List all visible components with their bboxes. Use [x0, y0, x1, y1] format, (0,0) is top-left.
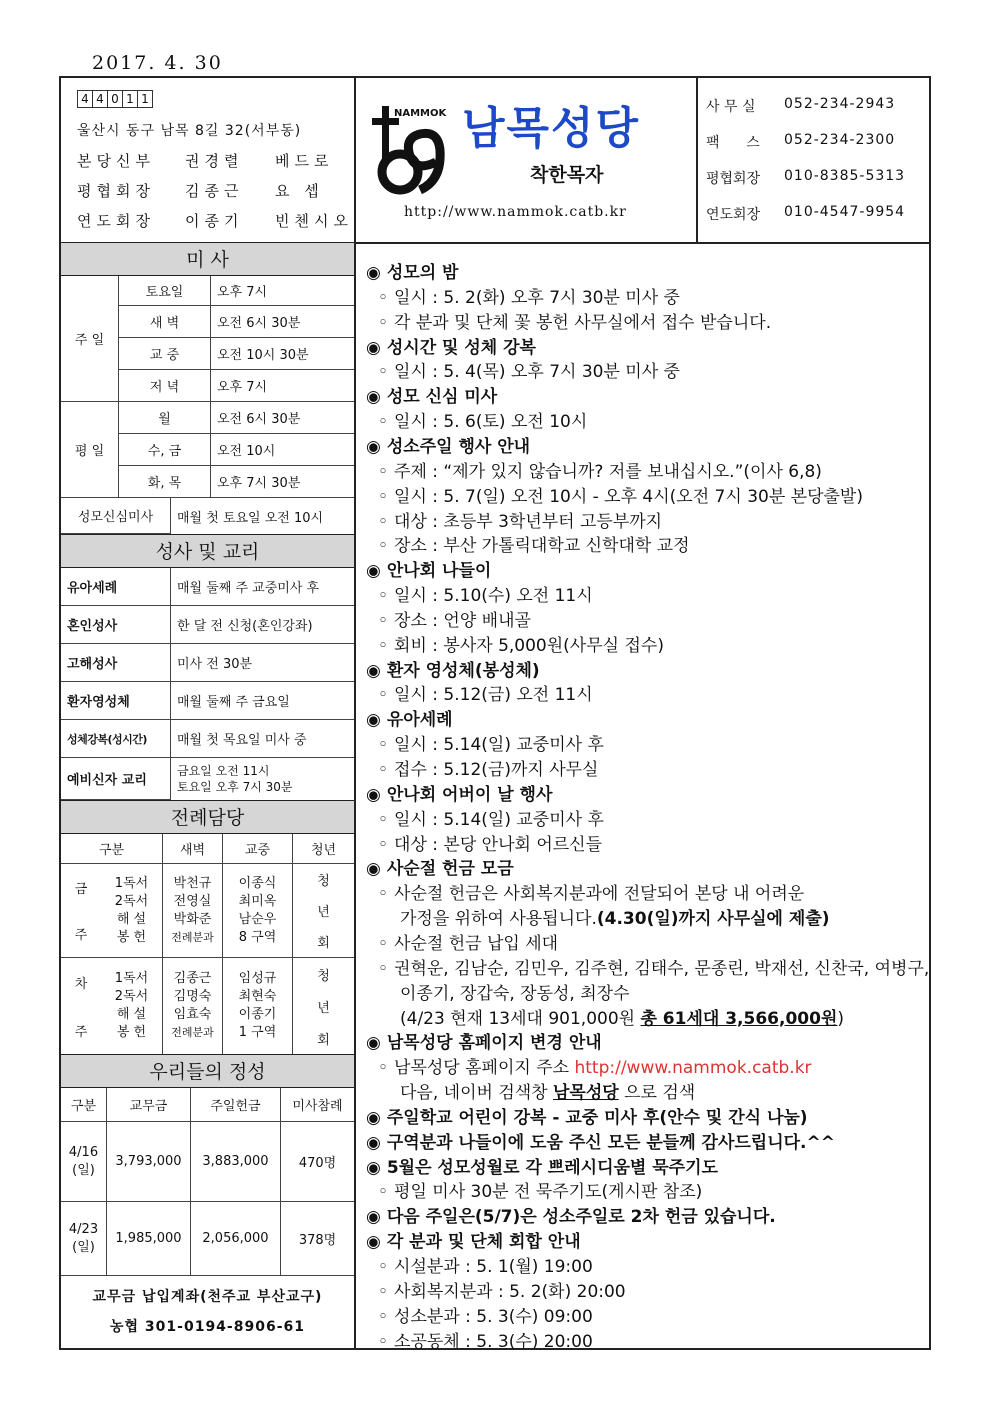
liturgy-main — [223, 958, 293, 1054]
item-bullet-icon: ◦ — [378, 760, 389, 780]
offerings-date-weekday: (일) — [72, 1162, 95, 1178]
sacrament-label: 유아세례 — [61, 568, 171, 606]
item-bullet-icon: ◦ — [378, 1058, 389, 1079]
announcement-heading — [366, 1128, 835, 1153]
announcement-text: 일시 : 5.12(금) 오전 11시 — [394, 685, 593, 706]
announcement-text: 일시 : 5.10(수) 오전 11시 — [394, 586, 593, 607]
lent-total-close: ) — [837, 1008, 845, 1029]
catechumen-time: 금요일 오전 11시 — [177, 764, 270, 778]
announcement-text: 성소주일 행사 안내 — [386, 436, 531, 457]
announcement-text: 일시 : 5. 2(화) 오후 7시 30분 미사 중 — [394, 287, 680, 308]
phone-row — [706, 132, 895, 152]
announcement-text: 장소 : 언양 배내골 — [394, 610, 531, 631]
mass-day: 저 녁 — [119, 370, 211, 402]
announcement-text: 권혁운, 김남순, 김민우, 김주현, 김태수, 문종린, 박재선, 신찬국, 여병구, — [394, 958, 930, 979]
parish-title: 남목성당 — [462, 103, 641, 154]
offerings-date-day: 4/23 — [68, 1221, 99, 1237]
phone-label: 평협회장 — [706, 171, 761, 187]
announcement-item — [378, 680, 593, 705]
sacraments-section-title: 성사 및 교리 — [61, 534, 354, 568]
liturgy-person: 1 구역 — [238, 1025, 277, 1040]
week-label-char: 주 — [74, 1024, 88, 1040]
announcement-item — [378, 507, 662, 532]
announcement-text: 유아세례 — [386, 710, 453, 731]
announcement-item — [378, 1177, 702, 1202]
heading-bullet-icon: ◉ — [366, 710, 381, 731]
offerings-sunday: 3,883,000 — [191, 1122, 281, 1202]
liturgy-header: 교중 — [223, 834, 293, 864]
announcement-item — [378, 482, 863, 507]
item-bullet-icon: ◦ — [378, 536, 389, 557]
liturgy-person: 박천규 — [173, 875, 212, 891]
liturgy-role: 1독서 — [114, 971, 149, 986]
heading-bullet-icon: ◉ — [366, 1107, 381, 1128]
zip-digit: 4 — [92, 90, 108, 108]
mass-time: 오후 7시 30분 — [211, 466, 354, 498]
announcement-item — [378, 1053, 812, 1078]
announcement-item — [378, 457, 822, 482]
special-mass-label: 성모신심미사 — [61, 498, 171, 534]
announcement-text: 일시 : 5. 4(목) 오후 7시 30분 미사 중 — [394, 362, 680, 383]
sacrament-value: 매월 첫 목요일 미사 중 — [171, 720, 354, 758]
liturgy-youth — [293, 958, 354, 1054]
mass-day: 월 — [119, 402, 211, 434]
phone-value: 010-4547-9954 — [784, 204, 906, 220]
zip-digit: 0 — [107, 90, 123, 108]
announcement-item — [378, 606, 531, 631]
liturgy-role: 2독서 — [114, 989, 149, 1004]
zip-digit: 1 — [122, 90, 138, 108]
liturgy-header: 새벽 — [163, 834, 223, 864]
liturgy-person: 임효숙 — [173, 1007, 212, 1022]
search-suffix: 으로 검색 — [618, 1083, 696, 1104]
catechumen-times — [171, 758, 354, 800]
address: 울산시 동구 남목 8길 32(서부동) — [77, 123, 302, 139]
mass-day: 교 중 — [119, 338, 211, 370]
announcement-item — [378, 308, 771, 333]
item-bullet-icon: ◦ — [378, 511, 389, 532]
logo-text: NAMMOK — [394, 108, 447, 119]
sacrament-value: 한 달 전 신청(혼인강좌) — [171, 606, 354, 644]
item-bullet-icon: ◦ — [378, 486, 389, 507]
sacrament-value: 매월 둘째 주 금요일 — [171, 682, 354, 720]
announcement-item — [378, 755, 598, 780]
announcement-text: 회비 : 봉사자 5,000원(사무실 접수) — [394, 635, 664, 656]
item-bullet-icon: ◦ — [378, 287, 389, 308]
liturgy-person: 전영실 — [173, 893, 212, 909]
heading-bullet-icon: ◉ — [366, 1033, 381, 1054]
offerings-date-weekday: (일) — [72, 1239, 95, 1255]
announcement-text: 성소분과 : 5. 3(수) 09:00 — [394, 1306, 593, 1327]
role-name: 이종기 — [185, 212, 244, 230]
announcement-item — [400, 1078, 695, 1103]
mass-time: 오후 7시 — [211, 276, 354, 306]
phone-row — [706, 96, 895, 116]
liturgy-role: 해 설 — [116, 911, 147, 927]
role-row — [77, 150, 333, 171]
liturgy-role: 봉 헌 — [116, 929, 147, 945]
item-bullet-icon: ◦ — [378, 635, 389, 656]
announcement-heading — [366, 333, 536, 358]
announcement-text: 사순절 헌금 납입 세대 — [394, 933, 559, 954]
liturgy-person: 이종식 — [238, 875, 277, 891]
sacrament-label: 성체강복(성시간) — [61, 720, 171, 758]
bulletin-date: 2017. 4. 30 — [92, 52, 223, 74]
announcement-item — [400, 1004, 844, 1029]
heading-bullet-icon: ◉ — [366, 1132, 381, 1153]
heading-bullet-icon: ◉ — [366, 387, 381, 408]
announcement-text: 안나회 어버이 날 행사 — [386, 784, 553, 805]
announcement-text: 이종기, 장갑숙, 장동성, 최장수 — [400, 983, 630, 1004]
announcement-text: 일시 : 5.14(일) 교중미사 후 — [394, 735, 604, 756]
announcement-item — [378, 929, 558, 954]
liturgy-person: 남순우 — [238, 911, 277, 927]
announcement-heading — [366, 382, 497, 407]
announcement-text: 주일학교 어린이 강복 - 교중 미사 후(안수 및 간식 나눔) — [386, 1107, 808, 1128]
liturgy-person: 박화준 — [173, 911, 212, 927]
announcement-heading — [366, 556, 491, 581]
announcement-text: 성모 신심 미사 — [386, 387, 498, 408]
liturgy-roles — [101, 958, 163, 1054]
next-week-label — [61, 958, 101, 1054]
announcement-text: 구역분과 나들이에 도움 주신 모든 분들께 감사드립니다.^^ — [386, 1132, 836, 1153]
item-bullet-icon: ◦ — [378, 933, 389, 954]
announcement-item — [378, 1252, 593, 1277]
parish-subtitle: 착한목자 — [530, 164, 604, 186]
liturgy-role: 2독서 — [114, 893, 149, 909]
left-column — [61, 242, 356, 1350]
announcement-item — [378, 805, 604, 830]
announcement-item — [378, 357, 680, 382]
announcement-text: 일시 : 5.14(일) 교중미사 후 — [394, 809, 604, 830]
week-label-char: 금 — [74, 881, 88, 897]
announcement-text: 사회복지분과 : 5. 2(화) 20:00 — [394, 1281, 626, 1302]
item-bullet-icon: ◦ — [378, 1306, 389, 1327]
liturgy-person: 전례분과 — [171, 930, 214, 944]
mass-day: 화, 목 — [119, 466, 211, 498]
announcement-text: 다음 주일은(5/7)은 성소주일로 2차 헌금 있습니다. — [386, 1207, 776, 1228]
liturgy-dawn — [163, 864, 223, 958]
announcement-text: 가정을 위하여 사용됩니다. — [400, 909, 597, 930]
role-baptismal: 요 셉 — [275, 182, 324, 200]
announcement-item — [378, 730, 604, 755]
announcement-text: 주제 : “제가 있지 않습니까? 저를 보내십시오.”(이사 6,8) — [394, 461, 822, 482]
week-label-char: 차 — [74, 976, 88, 992]
offerings-date — [61, 1122, 107, 1202]
item-bullet-icon: ◦ — [378, 362, 389, 383]
liturgy-person: 김종근 — [173, 971, 212, 986]
offerings-dues: 1,985,000 — [107, 1202, 191, 1276]
weekday-label: 평 일 — [61, 402, 119, 498]
parish-title-block — [354, 78, 698, 242]
mass-day: 토요일 — [119, 276, 211, 306]
announcement-text: 접수 : 5.12(금)까지 사무실 — [394, 760, 599, 780]
announcement-text: 5월은 성모성월로 각 쁘레시디움별 묵주기도 — [386, 1157, 718, 1178]
role-row — [77, 210, 353, 231]
liturgy-dawn — [163, 958, 223, 1054]
announcement-item — [400, 904, 830, 929]
announcement-item — [378, 1302, 593, 1327]
phone-label: 팩 스 — [706, 135, 760, 151]
role-title: 연도회장 — [77, 212, 155, 230]
youth-char: 회 — [317, 936, 330, 951]
item-bullet-icon: ◦ — [378, 1281, 389, 1302]
youth-char: 청 — [317, 874, 330, 889]
contact-block — [696, 78, 929, 242]
role-baptismal: 베드로 — [275, 152, 334, 170]
role-baptismal: 빈첸시오 — [275, 212, 353, 230]
lent-deadline: (4.30(일)까지 사무실에 제출) — [596, 909, 830, 930]
announcement-heading — [366, 705, 453, 730]
announcement-text: 사순절 헌금 모금 — [386, 859, 514, 880]
announcement-item — [378, 581, 593, 606]
announcement-text: 소공동체 : 5. 3(수) 20:00 — [394, 1331, 593, 1352]
phone-value: 052-234-2300 — [784, 132, 896, 148]
offerings-attendance: 378명 — [281, 1202, 354, 1276]
mass-time: 오전 6시 30분 — [211, 402, 354, 434]
role-name: 김종근 — [185, 182, 244, 200]
parish-logo-icon — [368, 102, 450, 202]
item-bullet-icon: ◦ — [378, 685, 389, 706]
announcement-text: 남목성당 홈페이지 주소 — [394, 1058, 575, 1079]
liturgy-roles — [101, 864, 163, 958]
announcement-heading — [366, 780, 552, 805]
zip-code — [77, 90, 152, 108]
announcement-item — [378, 631, 664, 656]
announcement-text: 대상 : 본당 안나회 어르신들 — [394, 834, 603, 855]
liturgy-person: 김명숙 — [173, 989, 212, 1004]
mass-day: 수, 금 — [119, 434, 211, 466]
liturgy-person: 최현숙 — [238, 989, 277, 1004]
liturgy-role: 봉 헌 — [116, 1025, 147, 1040]
item-bullet-icon: ◦ — [378, 884, 389, 905]
announcement-text: 일시 : 5. 7(일) 오전 10시 - 오후 4시(오전 7시 30분 본당출발) — [394, 486, 863, 507]
announcement-item — [378, 879, 804, 904]
announcement-text: (4/23 현재 13세대 901,000원 — [400, 1008, 641, 1029]
parish-url[interactable]: http://www.nammok.catb.kr — [404, 204, 627, 220]
item-bullet-icon: ◦ — [378, 1182, 389, 1203]
announcement-heading — [366, 1227, 581, 1252]
announcement-heading — [366, 432, 530, 457]
heading-bullet-icon: ◉ — [366, 436, 381, 457]
announcement-text: 환자 영성체(봉성체) — [386, 660, 540, 681]
heading-bullet-icon: ◉ — [366, 1207, 381, 1228]
heading-bullet-icon: ◉ — [366, 561, 381, 582]
youth-char: 회 — [317, 1032, 330, 1048]
mass-time: 오전 10시 30분 — [211, 338, 354, 370]
item-bullet-icon: ◦ — [378, 610, 389, 631]
offerings-date — [61, 1202, 107, 1276]
announcement-text: 다음, 네이버 검색창 — [400, 1083, 553, 1104]
announcement-item — [378, 531, 690, 556]
sacrament-label: 예비신자 교리 — [61, 758, 171, 800]
lent-total: 총 61세대 3,566,000원 — [640, 1008, 838, 1029]
role-row — [77, 180, 324, 201]
item-bullet-icon: ◦ — [378, 735, 389, 756]
announcements — [356, 242, 929, 1350]
sacrament-value: 매월 둘째 주 교중미사 후 — [171, 568, 354, 606]
week-label-char: 주 — [74, 928, 88, 944]
mass-section-title: 미 사 — [61, 242, 354, 276]
offerings-attendance: 470명 — [281, 1122, 354, 1202]
youth-char: 년 — [317, 1000, 330, 1016]
announcement-text: 남목성당 홈페이지 변경 안내 — [386, 1033, 602, 1054]
item-bullet-icon: ◦ — [378, 1331, 389, 1352]
offerings-date-day: 4/16 — [68, 1144, 99, 1160]
sunday-label: 주 일 — [61, 276, 119, 402]
heading-bullet-icon: ◉ — [366, 337, 381, 358]
mass-time: 오후 7시 — [211, 370, 354, 402]
announcement-text: 각 분과 및 단체 꽃 봉헌 사무실에서 접수 받습니다. — [394, 312, 772, 333]
announcement-text: 성모의 밤 — [386, 263, 459, 283]
announcement-heading — [366, 656, 540, 681]
item-bullet-icon: ◦ — [378, 412, 389, 433]
liturgy-person: 임성규 — [238, 971, 277, 986]
sacrament-value: 미사 전 30분 — [171, 644, 354, 682]
announcement-item — [378, 1277, 626, 1302]
phone-label: 사 무 실 — [706, 99, 756, 115]
item-bullet-icon: ◦ — [378, 461, 389, 482]
offerings-header: 교무금 — [107, 1088, 191, 1122]
offerings-header: 구분 — [61, 1088, 107, 1122]
offerings-header: 주일헌금 — [191, 1088, 281, 1122]
sacrament-label: 혼인성사 — [61, 606, 171, 644]
mass-time: 오전 6시 30분 — [211, 306, 354, 338]
catechumen-time: 토요일 오후 7시 30분 — [177, 780, 293, 794]
item-bullet-icon: ◦ — [378, 834, 389, 855]
phone-row — [706, 168, 905, 188]
parish-info — [61, 78, 356, 242]
item-bullet-icon: ◦ — [378, 586, 389, 607]
offerings-header: 미사참례 — [281, 1088, 354, 1122]
offerings-sunday: 2,056,000 — [191, 1202, 281, 1276]
announcement-text: 사순절 헌금은 사회복지분과에 전달되어 본당 내 어려운 — [394, 884, 805, 905]
announcement-text: 평일 미사 30분 전 묵주기도(게시판 참조) — [394, 1182, 703, 1203]
account-label: 교무금 납입계좌(천주교 부산교구) — [92, 1289, 323, 1305]
announcement-item — [378, 1327, 593, 1352]
zip-digit: 1 — [137, 90, 153, 108]
announcement-heading — [366, 258, 458, 283]
phone-label: 연도회장 — [706, 207, 761, 223]
announcement-item — [378, 830, 602, 855]
announcement-item — [378, 283, 680, 308]
youth-char: 년 — [317, 905, 330, 920]
zip-digit: 4 — [77, 90, 93, 108]
header — [61, 78, 929, 244]
offerings-dues: 3,793,000 — [107, 1122, 191, 1202]
heading-bullet-icon: ◉ — [366, 660, 381, 681]
offerings-section-title: 우리들의 정성 — [61, 1054, 354, 1088]
this-week-label — [61, 864, 101, 958]
youth-char: 청 — [317, 968, 330, 984]
announcement-text: 시설분과 : 5. 1(월) 19:00 — [394, 1257, 593, 1277]
announcement-heading — [366, 854, 514, 879]
role-title: 본당신부 — [77, 152, 155, 170]
announcement-heading — [366, 1153, 718, 1178]
announcement-text: 대상 : 초등부 3학년부터 고등부까지 — [394, 511, 663, 532]
role-title: 평협회장 — [77, 182, 155, 200]
liturgy-section-title: 전례담당 — [61, 800, 354, 834]
liturgy-person: 8 구역 — [238, 929, 277, 945]
announcement-item — [378, 954, 929, 979]
heading-bullet-icon: ◉ — [366, 263, 381, 283]
announcement-text: 일시 : 5. 6(토) 오전 10시 — [394, 412, 588, 433]
phone-value: 010-8385-5313 — [784, 168, 906, 184]
announcement-item — [400, 979, 630, 1004]
sacrament-label: 고해성사 — [61, 644, 171, 682]
sacrament-label: 환자영성체 — [61, 682, 171, 720]
liturgy-header: 구분 — [61, 834, 163, 864]
announcement-item — [378, 407, 587, 432]
announcement-heading — [366, 1028, 602, 1053]
liturgy-main — [223, 864, 293, 958]
announcement-heading — [366, 1202, 776, 1227]
heading-bullet-icon: ◉ — [366, 784, 381, 805]
heading-bullet-icon: ◉ — [366, 1232, 381, 1253]
announcement-text: 안나회 나들이 — [386, 561, 492, 582]
item-bullet-icon: ◦ — [378, 958, 389, 979]
heading-bullet-icon: ◉ — [366, 859, 381, 880]
liturgy-youth — [293, 864, 354, 958]
phone-value: 052-234-2943 — [784, 96, 896, 112]
bulletin-frame — [59, 76, 931, 1350]
announcement-text: 각 분과 및 단체 회합 안내 — [386, 1232, 581, 1253]
role-name: 권경렬 — [185, 152, 244, 170]
announcement-text: 장소 : 부산 가톨릭대학교 신학대학 교정 — [394, 536, 690, 557]
search-term: 남목성당 — [553, 1083, 619, 1104]
phone-row — [706, 204, 905, 224]
mass-time: 오전 10시 — [211, 434, 354, 466]
liturgy-role: 1독서 — [114, 875, 149, 891]
item-bullet-icon: ◦ — [378, 1257, 389, 1277]
special-mass-value: 매월 첫 토요일 오전 10시 — [177, 510, 324, 526]
liturgy-header: 청년 — [293, 834, 354, 864]
heading-bullet-icon: ◉ — [366, 1157, 381, 1178]
liturgy-person: 전례분과 — [171, 1026, 214, 1039]
liturgy-person: 최미옥 — [238, 893, 277, 909]
mass-day: 새 벽 — [119, 306, 211, 338]
item-bullet-icon: ◦ — [378, 312, 389, 333]
announcement-heading — [366, 1103, 808, 1128]
liturgy-person: 이종기 — [238, 1007, 277, 1022]
announcement-text: 성시간 및 성체 강복 — [386, 337, 536, 358]
homepage-link[interactable]: http://www.nammok.catb.kr — [574, 1058, 812, 1079]
item-bullet-icon: ◦ — [378, 809, 389, 830]
liturgy-role: 해 설 — [116, 1007, 147, 1022]
account-value: 농협 301-0194-8906-61 — [110, 1319, 305, 1335]
